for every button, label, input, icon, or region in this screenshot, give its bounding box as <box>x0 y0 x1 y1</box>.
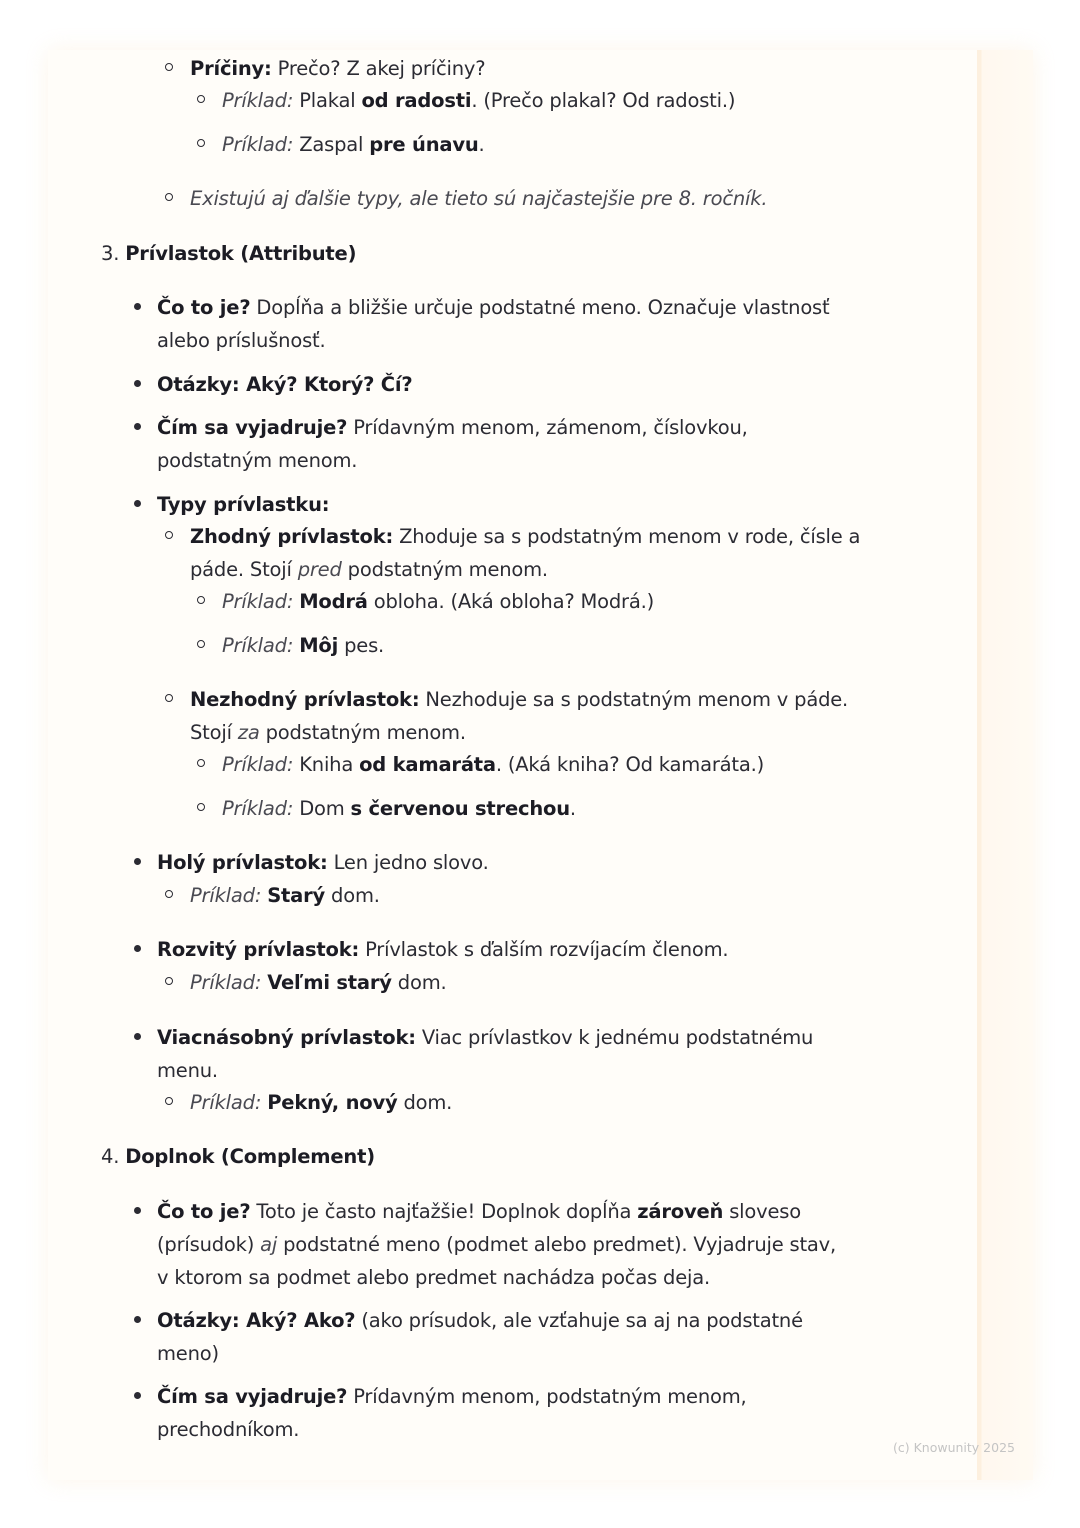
example-item: Príklad: Pekný, nový dom. <box>190 1091 453 1114</box>
note-item: Existujú aj ďalšie typy, ale tieto sú najčastejšie pre 8. ročník. <box>190 187 768 210</box>
list-item-holy: Holý prívlastok: Len jedno slovo. <box>157 851 489 874</box>
list-item-continuation: Stojí za podstatným menom. <box>190 721 466 744</box>
example-item: Príklad: Dom s červenou strechou. <box>222 797 576 820</box>
list-item-cim-sa-vyjadruje: Čím sa vyjadruje? Prídavným menom, podstatným menom, <box>157 1385 747 1408</box>
example-item: Príklad: Kniha od kamaráta. (Aká kniha? Od kamaráta.) <box>222 753 764 776</box>
example-item: Príklad: Veľmi starý dom. <box>190 971 447 994</box>
list-item-cim-sa-vyjadruje: Čím sa vyjadruje? Prídavným menom, zámenom, číslovkou, <box>157 416 748 439</box>
list-item-continuation: prechodníkom. <box>157 1418 300 1441</box>
page-side-margin <box>977 50 1033 1480</box>
bullet-circle <box>165 193 173 201</box>
list-item-viacnasobny: Viacnásobný prívlastok: Viac prívlastkov k jednému podstatnému <box>157 1026 814 1049</box>
bullet-disc <box>134 1207 141 1214</box>
bullet-disc <box>134 380 141 387</box>
bullet-disc <box>134 945 141 952</box>
bullet-circle <box>165 890 173 898</box>
bullet-circle <box>197 139 205 147</box>
bullet-circle <box>165 694 173 702</box>
bullet-disc <box>134 1316 141 1323</box>
bullet-circle <box>165 531 173 539</box>
list-item-priciny: Príčiny: Prečo? Z akej príčiny? <box>190 57 486 80</box>
list-item-continuation: alebo príslušnosť. <box>157 329 326 352</box>
list-item-otazky: Otázky: Aký? Ktorý? Čí? <box>157 373 413 396</box>
example-item: Príklad: Zaspal pre únavu. <box>222 133 485 156</box>
copyright-footer: (c) Knowunity 2025 <box>893 1440 1015 1455</box>
list-item-typy: Typy prívlastku: <box>157 493 330 516</box>
list-item-continuation: menu. <box>157 1059 218 1082</box>
list-item-co-to-je: Čo to je? Toto je často najťažšie! Doplnok dopĺňa zároveň sloveso <box>157 1200 801 1223</box>
section-heading-3: 3. Prívlastok (Attribute) <box>101 242 357 265</box>
list-item-nezhodny: Nezhodný prívlastok: Nezhoduje sa s podstatným menom v páde. <box>190 688 849 711</box>
list-item-rozvity: Rozvitý prívlastok: Prívlastok s ďalším rozvíjacím členom. <box>157 938 729 961</box>
bullet-circle <box>197 95 205 103</box>
example-item: Príklad: Modrá obloha. (Aká obloha? Modrá.) <box>222 590 654 613</box>
bullet-disc <box>134 500 141 507</box>
example-item: Príklad: Môj pes. <box>222 634 385 657</box>
list-item-co-to-je: Čo to je? Dopĺňa a bližšie určuje podstatné meno. Označuje vlastnosť <box>157 296 830 319</box>
bullet-circle <box>197 803 205 811</box>
bullet-disc <box>134 1033 141 1040</box>
list-item-otazky: Otázky: Aký? Ako? (ako prísudok, ale vzťahuje sa aj na podstatné <box>157 1309 803 1332</box>
bullet-circle <box>197 596 205 604</box>
bullet-circle <box>197 759 205 767</box>
bullet-circle <box>165 63 173 71</box>
bullet-disc <box>134 303 141 310</box>
bullet-disc <box>134 423 141 430</box>
list-item-continuation: v ktorom sa podmet alebo predmet nachádza počas deja. <box>157 1266 710 1289</box>
list-item-zhodny: Zhodný prívlastok: Zhoduje sa s podstatným menom v rode, čísle a <box>190 525 861 548</box>
list-item-continuation: (prísudok) aj podstatné meno (podmet alebo predmet). Vyjadruje stav, <box>157 1233 837 1256</box>
bullet-circle <box>165 977 173 985</box>
list-item-continuation: páde. Stojí pred podstatným menom. <box>190 558 548 581</box>
list-item-continuation: podstatným menom. <box>157 449 358 472</box>
bullet-disc <box>134 1392 141 1399</box>
bullet-circle <box>165 1097 173 1105</box>
bullet-disc <box>134 858 141 865</box>
section-heading-4: 4. Doplnok (Complement) <box>101 1145 375 1168</box>
example-item: Príklad: Plakal od radosti. (Prečo plakal? Od radosti.) <box>222 89 736 112</box>
example-item: Príklad: Starý dom. <box>190 884 380 907</box>
bullet-circle <box>197 640 205 648</box>
list-item-continuation: meno) <box>157 1342 219 1365</box>
